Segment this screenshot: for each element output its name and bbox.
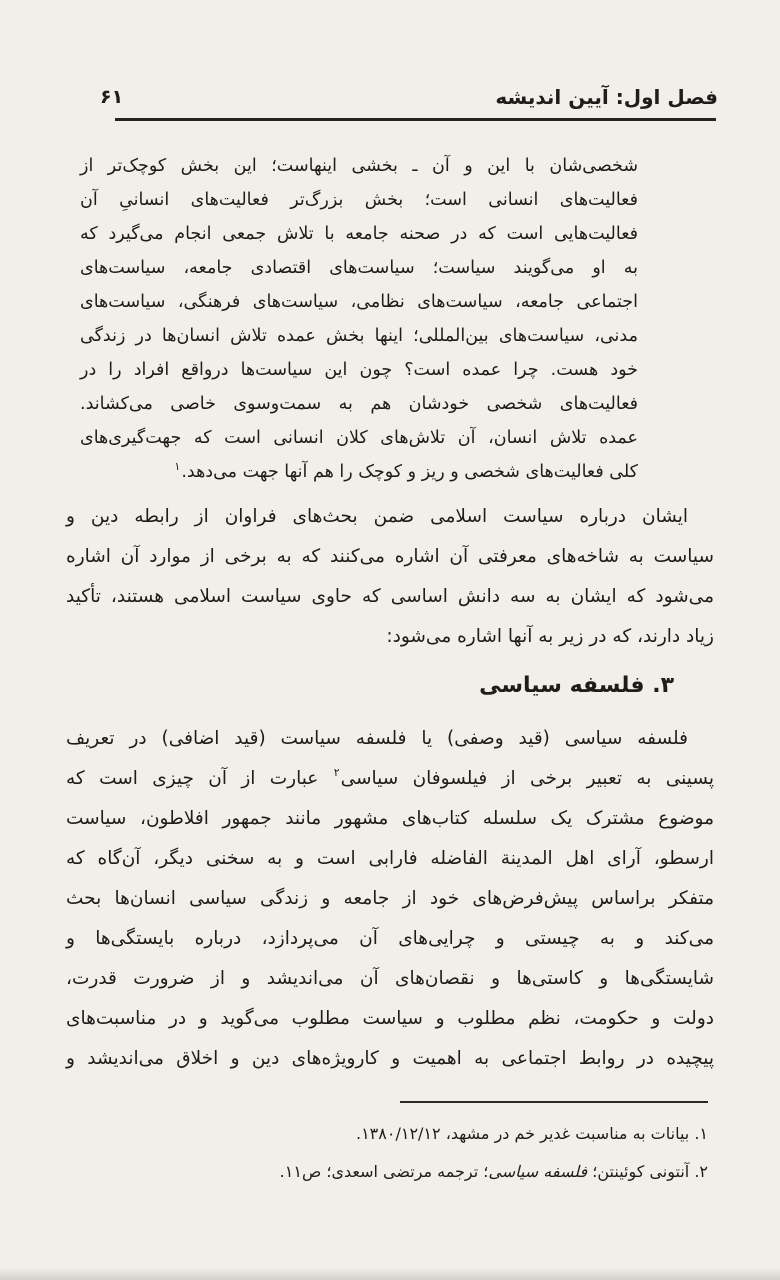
text-line: فلسفه سیاسی (قید وصفی) یا فلسفه سیاست (قید اضافی) در تعریف (66, 727, 688, 749)
text-line: موضوع مشترک یک سلسله کتاب‌های مشهور مانند جمهور افلاطون، سیاست (66, 807, 714, 829)
text-line: سیاست به شاخه‌های معرفتی آن اشاره می‌کنند که به برخی از موارد آن اشاره (66, 545, 714, 567)
footnote-ref: ۲ (333, 766, 340, 780)
text-line: می‌کند و به چیستی و چرایی‌های آن می‌پردازد، درباره بایستگی‌ها و (66, 927, 714, 949)
text-line: فعالیت‌های شخصی خودشان هم به سمت‌وسوی خاصی می‌کشاند. (80, 393, 638, 414)
text-line: مدنی، سیاست‌های بین‌المللی؛ اینها بخش عمده تلاش انسان‌ها در زندگی (80, 325, 638, 346)
text-line: فعالیت‌هایی است که در صحنه جامعه با تلاش جمعی انجام می‌گیرد که (80, 223, 638, 244)
text-line: زیاد دارند، که در زیر به آنها اشاره می‌شود: (386, 625, 714, 647)
text-line: خود هست. چرا عمده است؟ چون این سیاست‌ها درواقع افراد را در (80, 359, 638, 380)
page-number: ۶۱ (100, 86, 124, 108)
chapter-title: فصل اول: آیین اندیشه (495, 85, 718, 109)
paragraph-definition (66, 719, 714, 1079)
text-line: ارسطو، آرای اهل المدینة الفاضله فارابی است و به سخنی دیگر، آن‌گاه که (66, 847, 714, 869)
text-line: شخصی‌شان با این و آن ـ بخشی اینهاست؛ این بخش کوچک‌تر از (80, 155, 638, 176)
footnote: ۲. آنتونی کوئینتن؛ فلسفه سیاسی؛ ترجمه مرتضی اسعدی؛ ص۱۱. (279, 1161, 708, 1181)
text-line: اجتماعی جامعه، سیاست‌های نظامی، سیاست‌های فرهنگی، سیاست‌های (80, 291, 638, 312)
footnote: ۱. بیانات به مناسبت غدیر خم در مشهد، ۱۳۸۰/۱۲/۱۲. (355, 1123, 708, 1143)
text-line: پیچیده در روابط اجتماعی به اهمیت و کارویژه‌های دین و اخلاق می‌اندیشد و (66, 1047, 714, 1069)
text-line: فعالیت‌های انسانی است؛ بخش بزرگ‌تر فعالیت‌های انسانیِ آن (80, 189, 638, 210)
text-line: می‌شود که ایشان به سه دانش اساسی که حاوی سیاست اسلامی هستند، تأکید (66, 585, 714, 607)
text-line: ایشان درباره سیاست اسلامی ضمن بحث‌های فراوان از رابطه دین و (66, 505, 688, 527)
text-line: پسینی به تعبیر برخی از فیلسوفان سیاسی$^۲$ عبارت از آن چیزی است که (66, 766, 714, 789)
text-line: کلی فعالیت‌های شخصی و ریز و کوچک را هم آنها جهت می‌دهد.$^۱$ (174, 459, 638, 482)
text-line: دولت و حکومت، نظم مطلوب و سیاست مطلوب می‌گوید و در مناسبت‌های (66, 1007, 714, 1029)
header-rule (115, 118, 716, 121)
section-heading: ۳. فلسفه سیاسی (479, 672, 674, 698)
text-line: به او می‌گویند سیاست؛ سیاست‌های اقتصادی جامعه، سیاست‌های (80, 257, 638, 278)
footnote-area (66, 1115, 708, 1191)
footnote-ref: ۱ (174, 459, 181, 473)
footnote-rule (400, 1101, 708, 1103)
paragraph-intro (66, 497, 714, 657)
quote-block (80, 149, 638, 489)
text-line: متفکر براساس پیش‌فرض‌های خود از جامعه و زندگی سیاسی انسان‌ها بحث (66, 887, 714, 909)
running-header (0, 0, 780, 110)
text-line: عمده تلاش انسان، آن تلاش‌های کلان انسانی است که جهت‌گیری‌های (80, 427, 638, 448)
text-line: شایستگی‌ها و کاستی‌ها و نقصان‌های آن می‌اندیشد و از ضرورت قدرت، (66, 967, 714, 989)
